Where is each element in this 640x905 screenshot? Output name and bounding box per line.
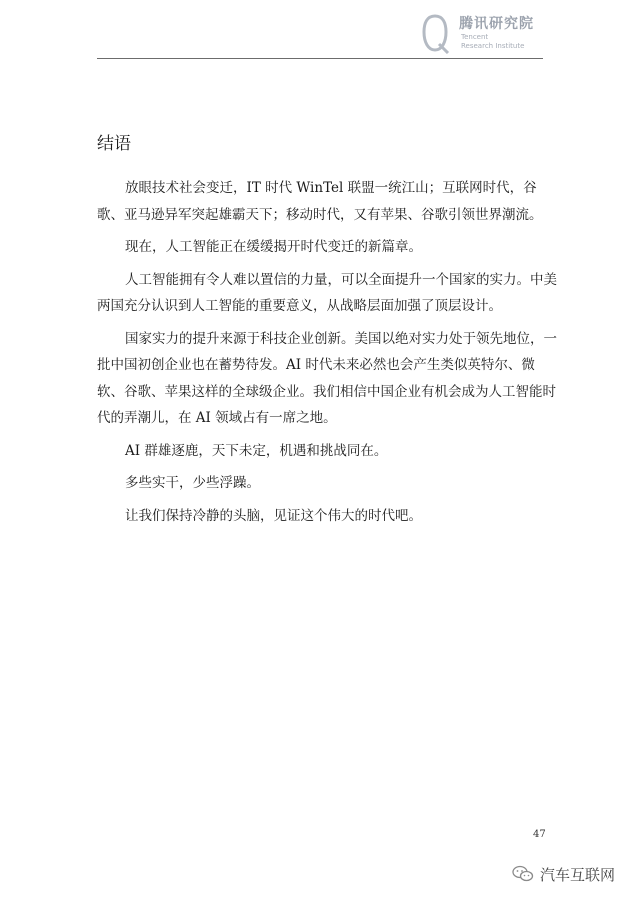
paragraph-6: 多些实干，少些浮躁。 bbox=[125, 475, 260, 491]
paragraph-4: 国家实力的提升来源于科技企业创新。美国以绝对实力处于领先地位，一批中国初创企业也在蓄势待发。AI 时代未来必然也会产生类似英特尔、微软、谷歌、苹果这样的全球级企业。我们相信中国企业有机会成为人工智能时代的弄潮儿，在 AI 领域占有一席之地。 bbox=[97, 330, 557, 426]
paragraph-7: 让我们保持冷静的头脑，见证这个伟大的时代吧。 bbox=[125, 507, 422, 524]
wechat-account-name: 汽车互联网 bbox=[540, 865, 616, 884]
page-number: 47 bbox=[533, 829, 546, 840]
logo-chinese-name: 腾讯研究院 bbox=[459, 16, 534, 32]
logo-english-line-1: Tencent bbox=[461, 33, 489, 41]
paragraph-3: 人工智能拥有令人难以置信的力量，可以全面提升一个国家的实力。中美两国充分认识到人工智能的重要意义，从战略层面加强了顶层设计。 bbox=[97, 271, 557, 314]
wechat-watermark bbox=[512, 862, 636, 886]
logo-english-line-2: Research Institute bbox=[461, 42, 525, 50]
paragraph-5: AI 群雄逐鹿，天下未定，机遇和挑战同在。 bbox=[125, 442, 388, 459]
logo-english-name bbox=[461, 33, 524, 51]
body-text bbox=[97, 175, 557, 535]
section-title: 结语 bbox=[97, 134, 131, 154]
page-header bbox=[0, 0, 640, 60]
wechat-icon bbox=[512, 865, 534, 883]
header-divider bbox=[97, 58, 543, 59]
paragraph-2: 现在，人工智能正在缓缓揭开时代变迁的新篇章。 bbox=[125, 239, 422, 255]
tencent-research-logo-icon bbox=[421, 14, 451, 54]
paragraph-1: 放眼技术社会变迁，IT 时代 WinTel 联盟一统江山；互联网时代，谷歌、亚马逊异军突起雄霸天下；移动时代，又有苹果、谷歌引领世界潮流。 bbox=[97, 180, 543, 223]
